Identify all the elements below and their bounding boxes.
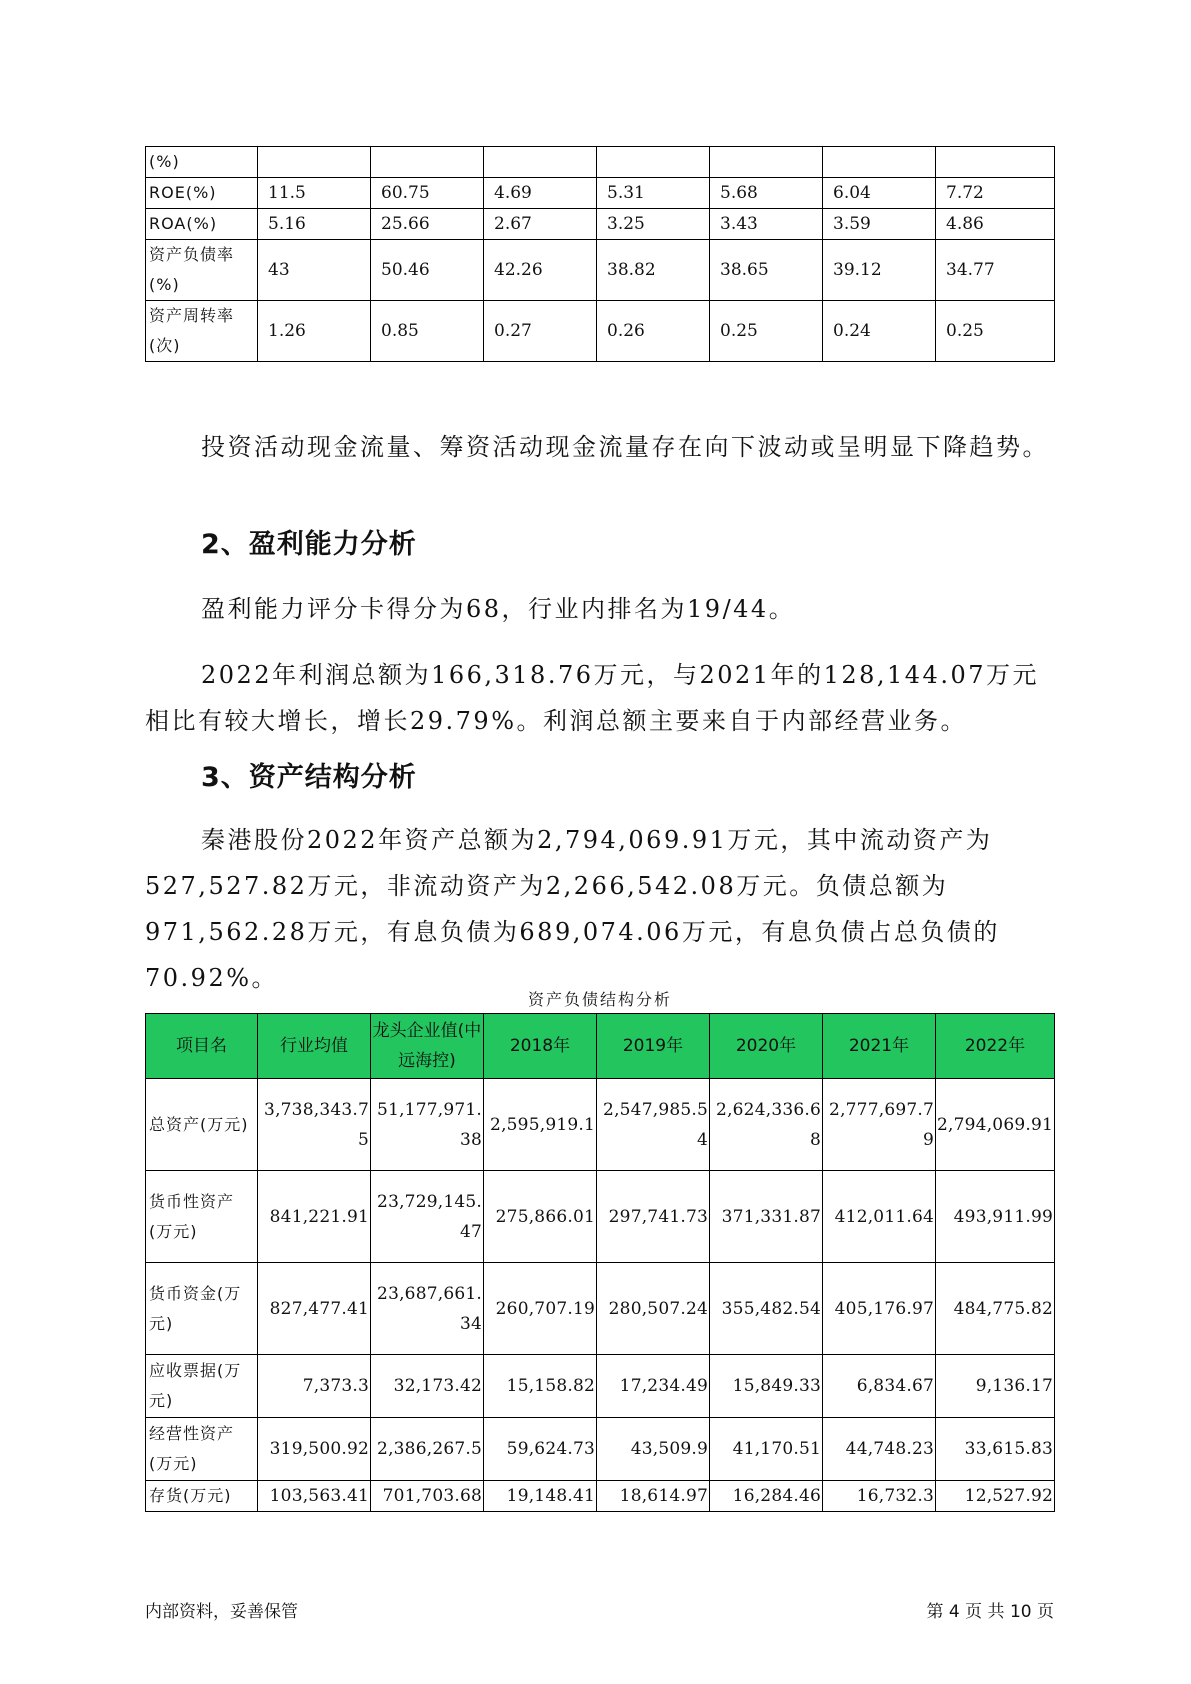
row-label: ROA(%) [146,209,258,240]
table-cell: 2,794,069.91 [936,1079,1055,1171]
table-cell: 19,148.41 [484,1481,597,1512]
row-label: 资产周转率(次) [146,301,258,362]
table-cell: 493,911.99 [936,1171,1055,1263]
table-cell: 2,547,985.54 [597,1079,710,1171]
table-cell: 51,177,971.38 [371,1079,484,1171]
table-row [146,240,1055,301]
profit-paragraph: 2022年利润总额为166,318.76万元，与2021年的128,144.07万元相比有较大增长，增长29.79%。利润总额主要来自于内部经营业务。 [145,661,1039,735]
table-row [146,1418,1055,1481]
table-row [146,1481,1055,1512]
table-cell: 6,834.67 [823,1355,936,1418]
table-cell: 1.26 [258,301,371,362]
table-cell: 0.26 [597,301,710,362]
table-cell: 371,331.87 [710,1171,823,1263]
row-label: 应收票据(万元) [146,1355,258,1418]
financial-ratios-table [145,146,1055,362]
table-row [146,1355,1055,1418]
table-cell: 34.77 [936,240,1055,301]
row-label: 经营性资产(万元) [146,1418,258,1481]
table-cell: 2,624,336.68 [710,1079,823,1171]
table-cell: 5.68 [710,178,823,209]
table-cell: 841,221.91 [258,1171,371,1263]
table-cell: 39.12 [823,240,936,301]
table-cell: 41,170.51 [710,1418,823,1481]
cashflow-paragraph: 投资活动现金流量、筹资活动现金流量存在向下波动或呈明显下降趋势。 [201,433,1049,461]
row-label: (%) [146,147,258,178]
table-cell: 32,173.42 [371,1355,484,1418]
table-cell: 275,866.01 [484,1171,597,1263]
table-cell: 0.25 [936,301,1055,362]
table-cell: 319,500.92 [258,1418,371,1481]
table-row [146,1171,1055,1263]
table-row [146,178,1055,209]
table-cell: 4.86 [936,209,1055,240]
table-cell: 405,176.97 [823,1263,936,1355]
table-row [146,147,1055,178]
table-cell: 60.75 [371,178,484,209]
section-heading-profitability: 2、盈利能力分析 [201,529,417,560]
table-cell: 2,386,267.5 [371,1418,484,1481]
table-cell: 59,624.73 [484,1418,597,1481]
table-cell: 7,373.3 [258,1355,371,1418]
table-cell: 16,284.46 [710,1481,823,1512]
table-cell: 701,703.68 [371,1481,484,1512]
table-cell: 3.59 [823,209,936,240]
table-cell: 280,507.24 [597,1263,710,1355]
table-cell: 50.46 [371,240,484,301]
table-cell: 42.26 [484,240,597,301]
table-cell [597,147,710,178]
table-cell: 0.25 [710,301,823,362]
column-header: 龙头企业值(中远海控) [371,1014,484,1079]
table-cell: 38.65 [710,240,823,301]
table-cell: 38.82 [597,240,710,301]
table-cell: 297,741.73 [597,1171,710,1263]
table-cell: 23,729,145.47 [371,1171,484,1263]
column-header: 2019年 [597,1014,710,1079]
table-cell: 2,595,919.1 [484,1079,597,1171]
table-cell: 0.24 [823,301,936,362]
table-cell: 484,775.82 [936,1263,1055,1355]
table-cell: 17,234.49 [597,1355,710,1418]
table-cell: 827,477.41 [258,1263,371,1355]
row-label: 资产负债率(%) [146,240,258,301]
footer-confidential-note: 内部资料，妥善保管 [145,1602,298,1622]
section-heading-asset-structure: 3、资产结构分析 [201,762,417,793]
table-cell: 16,732.3 [823,1481,936,1512]
table-cell: 3.25 [597,209,710,240]
column-header: 2018年 [484,1014,597,1079]
table-cell: 103,563.41 [258,1481,371,1512]
table-cell [710,147,823,178]
table-cell: 2.67 [484,209,597,240]
table-cell: 11.5 [258,178,371,209]
table-cell: 6.04 [823,178,936,209]
row-label: ROE(%) [146,178,258,209]
table-cell [823,147,936,178]
table-cell [484,147,597,178]
table-cell: 43,509.9 [597,1418,710,1481]
table-cell: 25.66 [371,209,484,240]
balance-sheet-structure-table [145,1013,1055,1512]
table-cell: 5.31 [597,178,710,209]
row-label: 货币资金(万元) [146,1263,258,1355]
table-cell: 5.16 [258,209,371,240]
table-row [146,301,1055,362]
asset-structure-paragraph: 秦港股份2022年资产总额为2,794,069.91万元，其中流动资产为527,527.82万元，非流动资产为2,266,542.08万元。负债总额为971,562.28万元，有息负债为689,074.06万元，有息负债占总负债的70.92%。 [145,826,1000,992]
column-header: 项目名 [146,1014,258,1079]
table-cell: 33,615.83 [936,1418,1055,1481]
table-cell [936,147,1055,178]
table-cell: 23,687,661.34 [371,1263,484,1355]
column-header: 2021年 [823,1014,936,1079]
table-cell: 3.43 [710,209,823,240]
column-header: 行业均值 [258,1014,371,1079]
table-cell: 4.69 [484,178,597,209]
table-cell: 7.72 [936,178,1055,209]
table-row [146,1079,1055,1171]
table-cell: 12,527.92 [936,1481,1055,1512]
table-cell: 3,738,343.75 [258,1079,371,1171]
table-cell: 15,158.82 [484,1355,597,1418]
table-cell: 412,011.64 [823,1171,936,1263]
table-cell: 15,849.33 [710,1355,823,1418]
table-cell: 2,777,697.79 [823,1079,936,1171]
column-header: 2022年 [936,1014,1055,1079]
table-cell: 0.85 [371,301,484,362]
row-label: 总资产(万元) [146,1079,258,1171]
table-cell [371,147,484,178]
profitability-score-paragraph: 盈利能力评分卡得分为68，行业内排名为19/44。 [201,595,796,623]
table-caption: 资产负债结构分析 [527,990,672,1009]
table-row [146,209,1055,240]
table-row [146,1263,1055,1355]
table-cell: 43 [258,240,371,301]
table-cell [258,147,371,178]
table-cell: 44,748.23 [823,1418,936,1481]
table-cell: 0.27 [484,301,597,362]
table-cell: 18,614.97 [597,1481,710,1512]
row-label: 货币性资产(万元) [146,1171,258,1263]
footer-page-number: 第 4 页 共 10 页 [926,1602,1054,1622]
column-header: 2020年 [710,1014,823,1079]
table-cell: 260,707.19 [484,1263,597,1355]
table-cell: 355,482.54 [710,1263,823,1355]
table-header-row [146,1014,1055,1079]
row-label: 存货(万元) [146,1481,258,1512]
table-cell: 9,136.17 [936,1355,1055,1418]
